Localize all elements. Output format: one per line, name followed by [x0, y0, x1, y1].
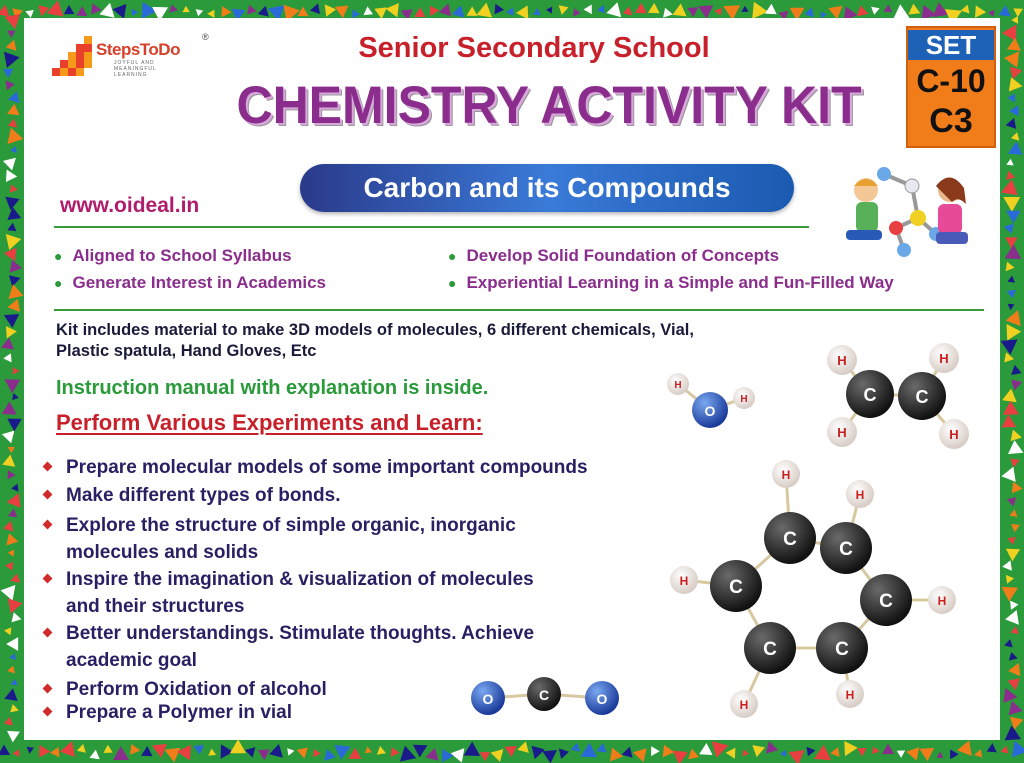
svg-text:C: C [915, 387, 929, 407]
set-code: C-10 [916, 63, 986, 99]
manual-note: Instruction manual with explanation is inside. [56, 377, 489, 399]
experiment-item: Make different types of bonds. [66, 482, 340, 509]
feature-item: ● Experiential Learning in a Simple and Fun-Filled Way [448, 273, 894, 292]
brand-name: StepsToDo [96, 40, 180, 59]
svg-text:O: O [704, 403, 716, 419]
set-label: SET [908, 30, 994, 60]
feature-item: ● Aligned to School Syllabus [54, 246, 292, 265]
set-subcode: C3 [929, 102, 973, 140]
svg-text:O: O [596, 691, 608, 707]
registered-mark: ® [202, 32, 209, 42]
svg-text:H: H [855, 488, 865, 502]
svg-text:H: H [679, 574, 689, 588]
kit-title: CHEMISTRY ACTIVITY KIT [236, 75, 862, 135]
experiment-item: Prepare a Polymer in vial [66, 699, 292, 726]
kit-description: Kit includes material to make 3D models of molecules, 6 different chemicals, Vial, Plastic spatula, Hand Gloves, Etc [56, 321, 694, 360]
svg-text:C: C [538, 687, 550, 703]
svg-text:O: O [482, 691, 494, 707]
svg-text:C: C [763, 639, 777, 660]
svg-text:C: C [839, 539, 853, 560]
feature-item: ● Generate Interest in Academics [54, 273, 326, 292]
feature-item: ● Develop Solid Foundation of Concepts [448, 246, 780, 265]
brand-tagline: JOYFUL AND MEANINGFUL LEARNING [114, 60, 157, 78]
svg-text:H: H [845, 688, 855, 702]
svg-text:C: C [863, 385, 877, 405]
website-link[interactable]: www.oideal.in [60, 194, 200, 217]
svg-text:H: H [739, 698, 749, 712]
svg-text:H: H [837, 353, 847, 368]
experiments-heading: Perform Various Experiments and Learn: [56, 410, 483, 435]
svg-text:C: C [729, 577, 743, 598]
experiment-item: Prepare molecular models of some important compounds [66, 454, 588, 481]
topic-banner: Carbon and its Compounds [300, 164, 794, 212]
molecule-models [24, 18, 1000, 740]
experiment-item: Explore the structure of simple organic, inorganic molecules and solids [66, 512, 516, 566]
svg-text:H: H [837, 425, 847, 440]
svg-text:C: C [835, 639, 849, 660]
content-panel [24, 18, 1000, 740]
experiment-item: Better understandings. Stimulate thoughts. Achieve academic goal [66, 620, 534, 674]
experiment-item: Inspire the imagination & visualization of molecules and their structures [66, 566, 534, 620]
experiment-item: Perform Oxidation of alcohol [66, 676, 327, 703]
svg-text:H: H [740, 394, 748, 405]
svg-text:H: H [937, 594, 947, 608]
svg-text:H: H [939, 351, 949, 366]
svg-text:H: H [781, 468, 791, 482]
svg-text:C: C [879, 591, 893, 612]
school-heading: Senior Secondary School [358, 32, 710, 64]
svg-text:H: H [674, 380, 682, 391]
svg-text:C: C [783, 529, 797, 550]
svg-text:H: H [949, 427, 959, 442]
